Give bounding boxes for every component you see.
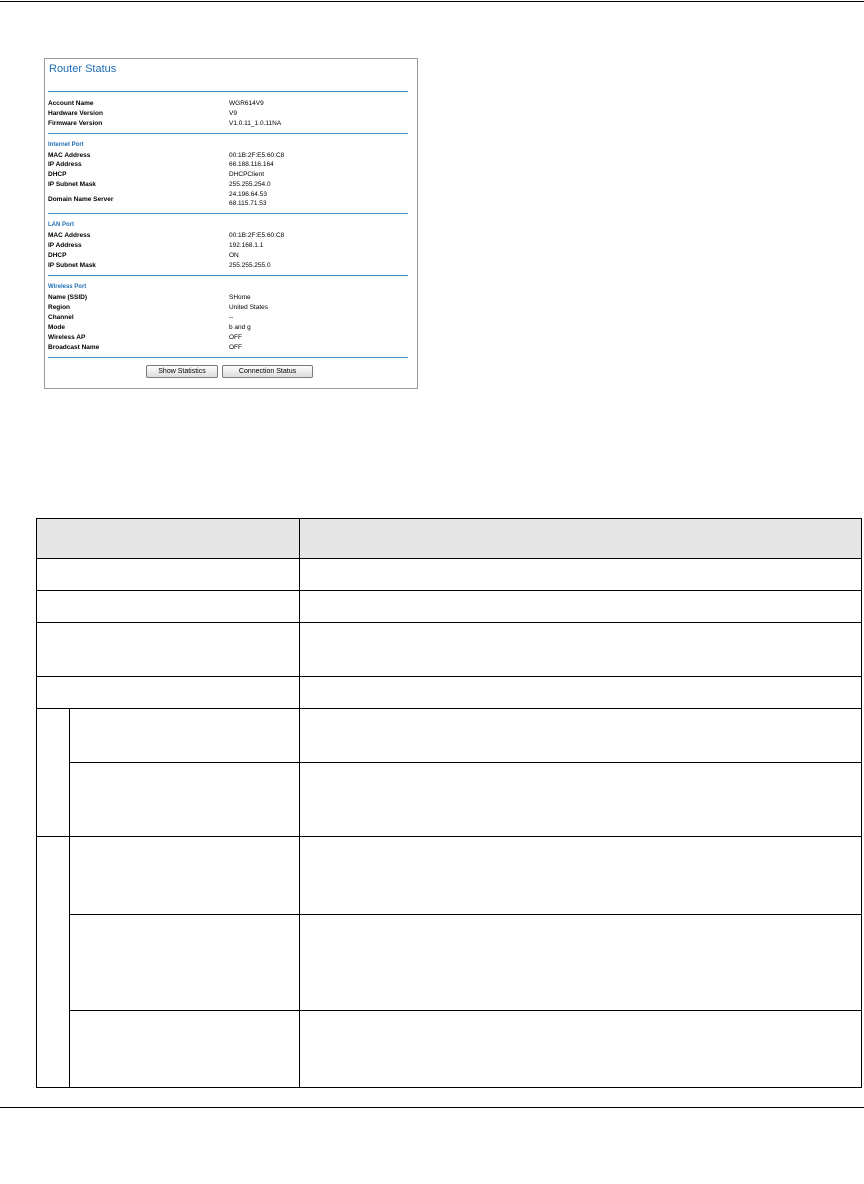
internet-mac-label: MAC Address [48,152,91,159]
internet-subnet-value: 255.255.254.0 [229,181,271,188]
table-border [36,622,862,623]
hardware-version-label: Hardware Version [48,110,103,117]
table-border [69,708,70,1088]
table-border [69,762,862,763]
lan-mac-label: MAC Address [48,232,91,239]
router-status-screenshot [44,58,418,389]
internet-port-heading: Internet Port [48,142,84,148]
lan-mac-value: 00:1B:2F:E5:60:C8 [229,232,285,239]
table-border [69,1010,862,1011]
table-border [36,518,862,519]
table-header-row [36,518,862,558]
lan-port-heading: LAN Port [48,222,74,228]
page-footer-rule [0,1107,864,1108]
table-border [299,518,300,1088]
table-border [36,708,862,709]
connection-status-button[interactable]: Connection Status [222,365,313,378]
page-header-rule [0,1,864,2]
section-divider [48,275,408,276]
broadcast-name-label: Broadcast Name [48,344,100,351]
mode-label: Mode [48,324,65,331]
wireless-port-heading: Wireless Port [48,284,87,290]
firmware-version-label: Firmware Version [48,120,103,127]
table-border [36,836,862,837]
internet-ip-value: 66.188.116.164 [229,161,274,168]
internet-dhcp-value: DHCPClient [229,171,265,178]
lan-ip-value: 192.168.1.1 [229,242,264,249]
table-border [36,518,37,1088]
account-name-value: WGR614V9 [229,100,264,107]
dns-secondary-value: 68.115.71.53 [229,200,267,207]
firmware-version-value: V1.0.11_1.0.11NA [229,120,282,127]
hardware-version-value: V9 [229,110,237,117]
channel-label: Channel [48,314,74,321]
region-value: United States [229,304,269,311]
table-border [69,914,862,915]
table-border [36,558,862,559]
broadcast-name-value: OFF [229,344,242,351]
channel-value: -- [229,314,234,321]
ssid-value: SHome [229,294,251,301]
lan-dhcp-label: DHCP [48,252,67,259]
wireless-ap-label: Wireless AP [48,334,86,341]
region-label: Region [48,304,71,311]
lan-subnet-value: 255.255.255.0 [229,262,271,269]
table-border [36,676,862,677]
section-divider [48,213,408,214]
dns-primary-value: 24.196.64.53 [229,191,267,198]
section-divider [48,133,408,134]
table-border [36,590,862,591]
lan-dhcp-value: ON [229,252,239,259]
router-status-title: Router Status [49,63,117,75]
dns-label: Domain Name Server [48,196,114,203]
account-name-label: Account Name [48,100,94,107]
ssid-label: Name (SSID) [48,294,88,301]
table-border [36,1087,862,1088]
wireless-ap-value: OFF [229,334,242,341]
show-statistics-button[interactable]: Show Statistics [146,365,218,378]
internet-ip-label: IP Address [48,161,82,168]
mode-value: b and g [229,324,251,331]
section-divider [48,91,408,92]
lan-subnet-label: IP Subnet Mask [48,262,96,269]
field-description-table [36,518,862,1088]
table-border [861,518,862,1088]
section-divider [48,357,408,358]
internet-subnet-label: IP Subnet Mask [48,181,96,188]
internet-mac-value: 00:1B:2F:E5:60:C8 [229,152,285,159]
internet-dhcp-label: DHCP [48,171,67,178]
lan-ip-label: IP Address [48,242,82,249]
